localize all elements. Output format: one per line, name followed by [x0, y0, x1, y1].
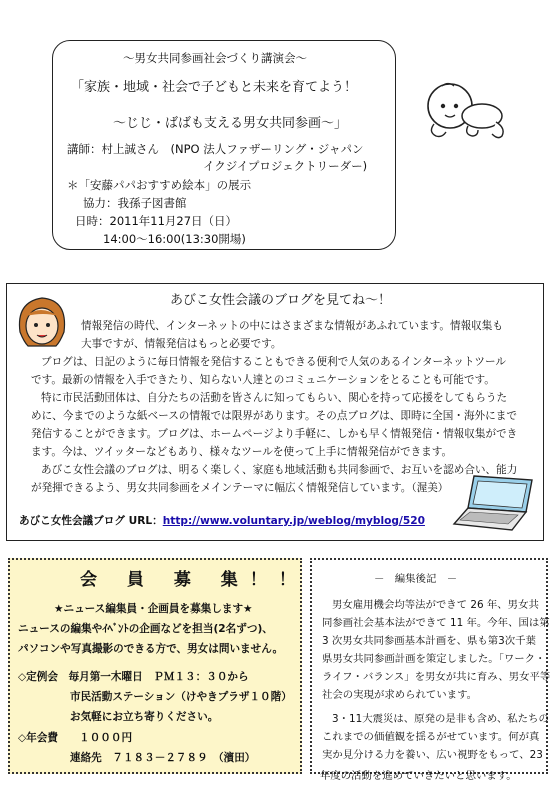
blog-line: あびこ女性会議のブログは、明るく楽しく、家庭も地域活動も共同参画で、お互いを認め合い、能力: [41, 464, 518, 476]
event-time: 14:00～16:00(13:30開場): [103, 232, 246, 246]
event-cooperation: 協力：我孫子図書館: [83, 196, 187, 210]
member-title: 会 員 募 集！！: [80, 570, 308, 590]
editor-line: 3・11大震災は、原発の是非も含め、私たちの: [332, 713, 549, 725]
member-welcome: お気軽にお立ち寄りください。: [70, 711, 219, 723]
blog-line: が発揮できるよう、男女共同参画をメインテーマに幅広く情報発信しています。（渥美）: [31, 482, 449, 494]
member-subtitle: ★ニュース編集員・企画員を募集します★: [54, 603, 253, 615]
event-box: [52, 40, 396, 250]
blog-line: 大事ですが、情報発信はもっと必要です。: [81, 338, 282, 350]
blog-line: 発信することができます。ブログは、ホームページより手軽に、しかも早く情報発信・情報収集ができ: [31, 428, 518, 440]
laptop-illustration: [452, 472, 536, 534]
member-fee: ◇年会費 １０００円: [18, 732, 133, 744]
member-meeting: ◇定例会 毎月第一木曜日 ＰＭ１３：３０から: [18, 671, 249, 683]
blog-line: ます。今は、ツイッターなどもあり、様々なツールを使って上手に情報発信ができます。: [31, 446, 453, 458]
blog-url-link[interactable]: http://www.voluntary.jp/weblog/myblog/520: [162, 515, 425, 527]
member-desc: ニュースの編集やｲﾍﾞﾝﾄの企画などを担当(2名ずつ)、: [18, 623, 273, 635]
editor-line: 同参画社会基本法ができて 11 年。今年、国は第: [322, 617, 550, 629]
blog-url-line: [19, 516, 425, 527]
editor-line: 年度の活動を進めていきたいと思います。: [320, 770, 517, 782]
blog-line: 特に市民活動団体は、自分たちの活動を皆さんに知ってもらい、関心を持って応援をしてもらうた: [41, 392, 508, 404]
member-contact: 連絡先 ７１８３－２７８９ （濱田）: [70, 752, 256, 764]
event-title-line1: 「家族・地域・社会で子どもと未来を育てよう！: [71, 80, 358, 95]
editor-line: 男女雇用機会均等法ができて 26 年、男女共: [332, 599, 539, 611]
member-desc: パソコンや写真撮影のできる方で、男女は問いません。: [18, 643, 284, 655]
member-recruitment-box: [8, 558, 308, 774]
event-lecturer-org: イクジイプロジェクトリーダー): [203, 159, 368, 173]
editor-title: － 編集後記 －: [374, 573, 458, 585]
event-lecturer: 講師：村上誠さん (NPO 法人ファザーリング・ジャパン: [67, 142, 364, 156]
blog-line: 情報発信の時代、インターネットの中にはさまざまな情報があふれています。情報収集も: [81, 320, 503, 332]
woman-face-illustration: [14, 292, 70, 354]
event-date: 日時：2011年11月27日（日）: [75, 214, 238, 228]
editor-postscript-box: [310, 558, 551, 774]
crawling-baby-illustration: [420, 80, 510, 142]
editor-line: これまでの価値観を揺るがせています。何が真: [322, 731, 540, 743]
blog-line: ブログは、日記のように毎日情報を発信することもできる便利で人気のあるインターネットツール: [41, 356, 506, 368]
editor-line: 社会の実現が求められています。: [322, 689, 478, 701]
blog-line: めに、今までのような紙ベースの情報では限界があります。その点ブログは、即時に全国・海外にまで: [31, 410, 517, 422]
member-place: 市民活動ステーション（けやきプラザ１０階）: [70, 691, 292, 703]
blog-title: あびこ女性会議のブログを見てね～！: [170, 293, 392, 308]
event-heading: ～男女共同参画社会づくり講演会～: [123, 51, 307, 65]
event-title-line2: ～じじ・ばばも支える男女共同参画～」: [113, 116, 348, 131]
editor-line: ライフ・バランス」を男女が共に育み、男女平等: [322, 671, 551, 683]
editor-line: 3 次男女共同参画基本計画を、県も第3次千葉: [322, 635, 536, 647]
event-exhibit: ＊「安藤パパおすすめ絵本」の展示: [67, 178, 252, 192]
editor-line: 県男女共同参画計画を策定しました。「ワーク・: [322, 653, 546, 665]
blog-url-label: あびこ女性会議ブログ URL：: [19, 515, 163, 527]
editor-line: 実か見分ける力を養い、広い視野をもって、23: [322, 749, 543, 761]
blog-line: です。最新の情報を入手できたり、知らない人達とのコミュニケーションをとることも可能です。: [31, 374, 495, 386]
